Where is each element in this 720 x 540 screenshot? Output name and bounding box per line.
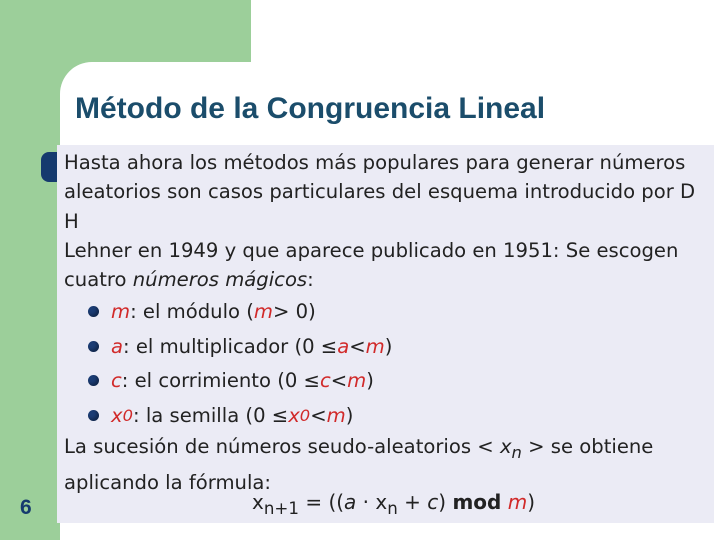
list-item-increment: c : el corrimiento (0 ≤ c < m ) (88, 363, 706, 398)
slide-number: 6 (20, 496, 32, 519)
list-item-seed: x 0 : la semilla (0 ≤ x 0 < m ) (88, 398, 706, 433)
top-green-band (60, 0, 251, 62)
intro-line-2: aleatorios son casos particulares del esquema introducido por D H (64, 180, 696, 233)
intro-line-4: cuatro números mágicos: (64, 268, 314, 292)
lcg-formula: $x_{n+1} = ((a \cdot x_n + c)$ mod m) (252, 490, 536, 518)
left-green-band (0, 0, 60, 540)
intro-line-1: Hasta ahora los métodos más populares para generar números (64, 151, 686, 174)
bullet-icon (88, 341, 99, 352)
list-item-modulus: m : el módulo ( m > 0) (88, 294, 706, 329)
intro-line-3: Lehner en 1949 y que aparece publicado en 1951: Se escogen (64, 238, 679, 262)
bullet-icon (88, 306, 99, 317)
outro-line-1: La sucesión de números seudo-aleatorios < $x_n$ > se obtiene (64, 435, 654, 463)
slide-content (57, 145, 714, 523)
bullet-icon (88, 375, 99, 386)
magic-numbers-term: números mágicos (132, 268, 308, 292)
list-item-multiplier: a : el multiplicador (0 ≤ a < m ) (88, 329, 706, 364)
outro-line-2: aplicando la fórmula: (64, 470, 272, 494)
parameter-list (64, 294, 706, 432)
bullet-icon (88, 410, 99, 421)
slide-title: Método de la Congruencia Lineal (75, 92, 546, 125)
